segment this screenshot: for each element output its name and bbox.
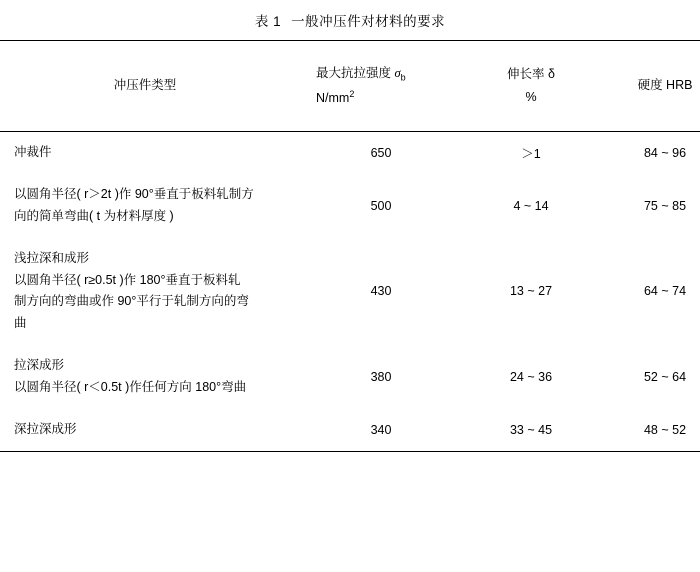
cell-hardness: 52 ~ 64 [643,370,687,384]
type-line: 曲 [14,316,27,331]
cell-hardness: 75 ~ 85 [643,198,687,213]
type-line: 冲裁件 [14,145,52,159]
unit-exponent: 2 [349,88,355,99]
header-strength-line2: $N/mm^2$ [316,88,355,106]
cell-elongation: 13 ~ 27 [509,284,553,299]
header-cell-strength [298,41,464,132]
table-caption-title: 一般冲压件对材料的要求 [291,14,446,29]
cell-type [0,132,298,174]
cell-type [0,345,298,409]
cell-strength: 650 [370,145,392,160]
type-line: 浅拉深和成形 [14,250,90,265]
requirements-table [0,40,700,452]
cell-type [0,238,298,346]
cell-hardness: 48 ~ 52 [643,422,687,437]
table-header-row [0,41,700,132]
cell-strength: 380 [370,370,392,384]
cell-elongation: 33 ~ 45 [509,422,553,437]
cell-elongation: ＞1 [521,146,541,161]
header-cell-type: 冲压件类型 [0,41,298,132]
table-row [0,174,700,238]
type-line: 向的简单弯曲( t 为材料厚度 ) [14,208,174,223]
cell-elongation: 4 ~ 14 [513,198,549,213]
sigma-symbol: σ [394,65,401,80]
type-line: 以圆角半径( r＜0.5t )作任何方向 180°弯曲 [14,380,247,394]
type-line: 深拉深成形 [14,421,77,436]
cell-type [0,174,298,238]
header-elongation-line2: % [525,90,537,104]
type-line: 拉深成形 [14,358,65,373]
table-caption-label: 表 1 [254,14,282,29]
table-caption [0,0,700,40]
header-cell-elongation [464,41,598,132]
cell-strength: 430 [370,284,392,299]
cell-hardness: 64 ~ 74 [643,284,687,299]
cell-strength: 500 [370,198,392,213]
cell-type [0,409,298,451]
table-row [0,345,700,409]
cell-strength: 340 [370,422,392,437]
sigma-subscript: b [400,72,406,83]
cell-elongation: 24 ~ 36 [509,370,553,384]
type-line: 制方向的弯曲或作 90°平行于轧制方向的弯 [14,294,249,309]
header-elongation-line1: 伸长率 δ [507,66,555,81]
type-line: 以圆角半径( r≥0.5t )作 180°垂直于板料轧 [14,272,241,287]
table-row [0,409,700,451]
type-line: 以圆角半径( r＞2t )作 90°垂直于板料轧制方 [14,186,254,201]
header-cell-hardness: 硬度 HRB [598,41,700,132]
table-row [0,238,700,346]
cell-hardness: 84 ~ 96 [643,145,687,160]
table-row [0,132,700,174]
header-strength-line1: 最大抗拉强度 $\sigma_b$ [316,65,406,83]
